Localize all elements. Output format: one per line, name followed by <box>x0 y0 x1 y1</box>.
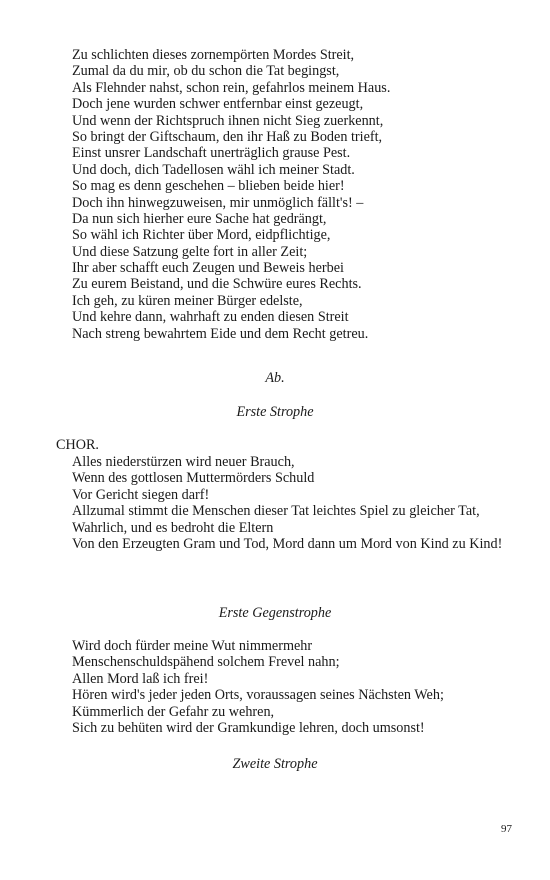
verse-line: Zu eurem Beistand, und die Schwüre eures Rechts. <box>72 276 362 293</box>
verse-line: Und diese Satzung gelte fort in aller Zeit; <box>72 243 308 260</box>
strophe-one <box>72 454 512 552</box>
verse-line: Sich zu behüten wird der Gramkundige lehren, doch umsonst! <box>72 719 425 736</box>
verse-line: Und kehre dann, wahrhaft zu enden diesen Streit <box>72 309 349 326</box>
verse-line: Und doch, dich Tadellosen wähl ich meiner Stadt. <box>72 161 355 178</box>
antistrophe-one <box>72 638 512 736</box>
speech-continued <box>72 47 512 342</box>
verse-line: Wenn des gottlosen Muttermörders Schuld <box>72 470 315 487</box>
section-heading-erste-gegenstrophe: Erste Gegenstrophe <box>218 605 332 621</box>
verse-line: Doch jene wurden schwer entfernbar einst gezeugt, <box>72 96 364 113</box>
verse-line: Alles niederstürzen wird neuer Brauch, <box>72 454 295 470</box>
page-number: 97 <box>501 823 512 835</box>
section-heading-zweite-strophe: Zweite Strophe <box>232 756 318 772</box>
stage-direction: Ab. <box>265 370 285 386</box>
verse-line: Und wenn der Richtspruch ihnen nicht Sieg zuerkennt, <box>72 112 384 129</box>
verse-line: Kümmerlich der Gefahr zu wehren, <box>72 703 275 720</box>
verse-line: Einst unsrer Landschaft unerträglich grause Pest. <box>72 145 351 162</box>
verse-line: Ich geh, zu küren meiner Bürger edelste, <box>72 292 303 309</box>
verse-line: Zumal da du mir, ob du schon die Tat begingst, <box>72 63 340 80</box>
verse-line: Vor Gericht siegen darf! <box>72 486 210 503</box>
verse-line: So bringt der Giftschaum, den ihr Haß zu Boden trieft, <box>72 128 383 145</box>
verse-line: Allzumal stimmt die Menschen dieser Tat leichtes Spiel zu gleicher Tat, <box>72 503 480 520</box>
verse-line: So mag es denn geschehen – blieben beide hier! <box>72 178 345 195</box>
verse-line: Menschenschuldspähend solchem Frevel nahn; <box>72 654 340 671</box>
verse-line: Von den Erzeugten Gram und Tod, Mord dann um Mord von Kind zu Kind! <box>72 535 503 552</box>
verse-line: Allen Mord laß ich frei! <box>72 670 209 687</box>
section-heading-erste-strophe: Erste Strophe <box>236 404 314 420</box>
verse-line: Als Flehnder nahst, schon rein, gefahrlos meinem Haus. <box>72 79 391 96</box>
verse-line: Wird doch fürder meine Wut nimmermehr <box>72 638 313 654</box>
verse-line: Doch ihn hinwegzuweisen, mir unmöglich fällt's! – <box>72 194 364 211</box>
verse-line: Ihr aber schafft euch Zeugen und Beweis herbei <box>72 260 344 277</box>
speaker-label: CHOR. <box>56 437 99 453</box>
verse-line: Zu schlichten dieses zornempörten Mordes Streit, <box>72 47 355 63</box>
verse-line: Nach streng bewahrtem Eide und dem Recht getreu. <box>72 325 369 342</box>
verse-line: Da nun sich hierher eure Sache hat gedrängt, <box>72 210 327 227</box>
verse-line: Hören wird's jeder jeden Orts, voraussagen seines Nächsten Weh; <box>72 687 444 704</box>
verse-line: Wahrlich, und es bedroht die Eltern <box>72 519 274 536</box>
verse-line: So wähl ich Richter über Mord, eidpflichtige, <box>72 227 331 244</box>
